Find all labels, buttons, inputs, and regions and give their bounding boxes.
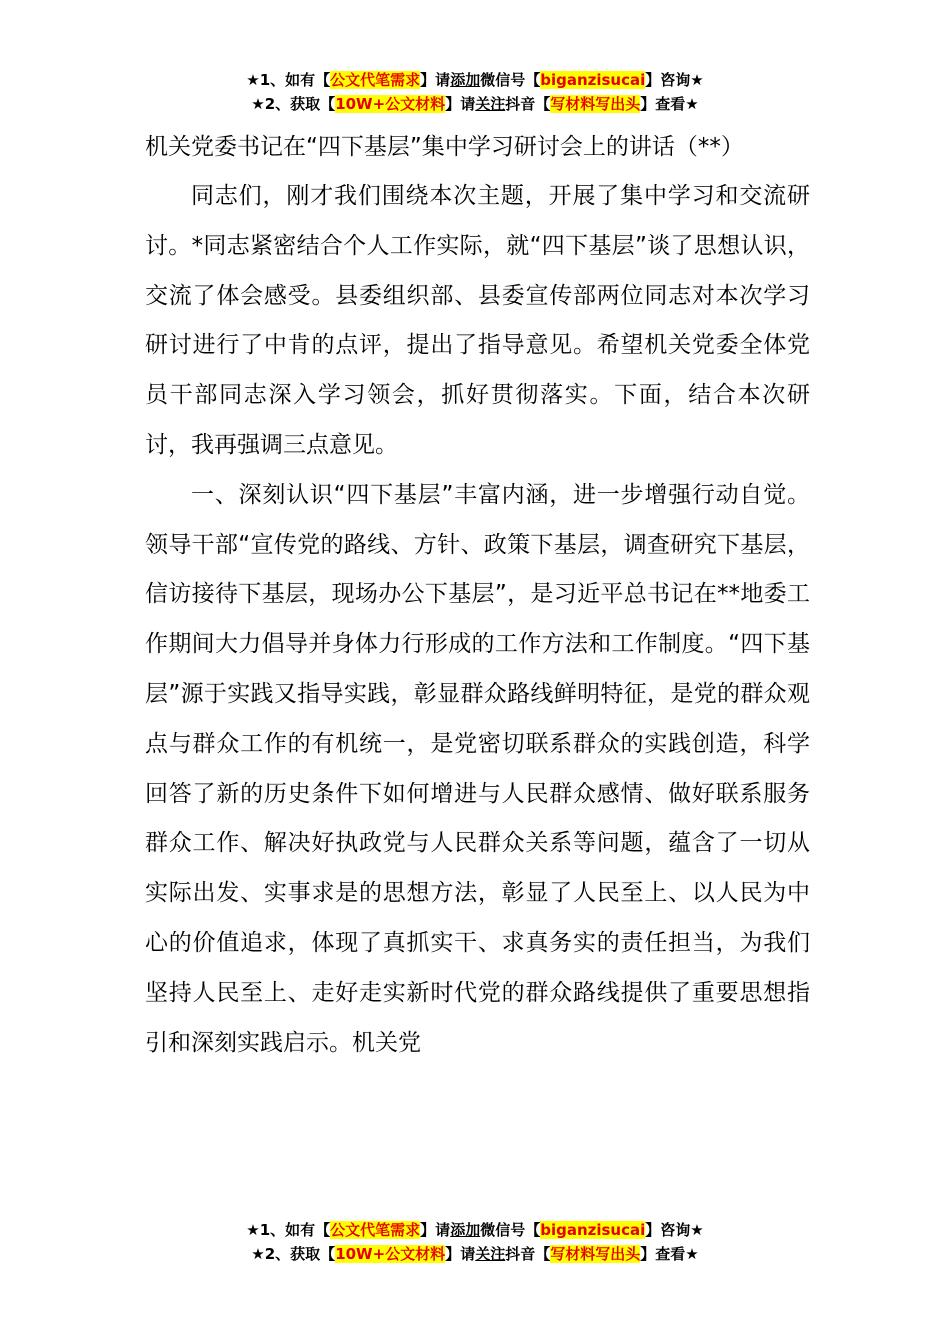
document-title: 机关党委书记在“四下基层”集中学习研讨会上的讲话（**） [145,134,744,160]
star-icon: ★ [246,1221,260,1239]
paragraph: 同志们，刚才我们围绕本次主题，开展了集中学习和交流研讨。*同志紧密结合个人工作实际，就“四下基层”谈了思想认识，交流了体会感受。县委组织部、县委宣传部两位同志对本次学习研讨进行了中肯的点评，提出了指导意见。希望机关党委全体党员干部同志深入学习领会，抓好贯彻落实。下面，结合本次研讨，我再强调三点意见。 [145,183,810,458]
footer-ad-line-1: ★1、如有【公文代笔需求】请添加微信号【biganzisucai】咨询★ [246,1221,704,1239]
douyin-account: 写材料写出头 [550,95,641,113]
douyin-account: 写材料写出头 [550,1245,641,1263]
star-icon: ★ [246,71,260,89]
header-ad-line-2: ★2、获取【10W+公文材料】请关注抖音【写材料写出头】查看★ [251,95,699,113]
star-icon: ★ [251,95,265,113]
footer-ad-line-2: ★2、获取【10W+公文材料】请关注抖音【写材料写出头】查看★ [251,1245,699,1263]
header-ad-banner [0,68,950,116]
highlight-text: 10W+公文材料 [335,95,446,113]
document-body [145,122,810,1068]
highlight-text: 10W+公文材料 [335,1245,446,1263]
paragraph: 一、深刻认识“四下基层”丰富内涵，进一步增强行动自觉。领导干部“宣传党的路线、方针、政策下基层，调查研究下基层，信访接待下基层，现场办公下基层”，是习近平总书记在**地委工作期间大力倡导并身体力行形成的工作方法和工作制度。“四下基层”源于实践又指导实践，彰显群众路线鲜明特征，是党的群众观点与群众工作的有机统一，是党密切联系群众的实践创造，科学回答了新的历史条件下如何增进与人民群众感情、做好联系服务群众工作、解决好执政党与人民群众关系等问题，蕴含了一切从实际出发、实事求是的思想方法，彰显了人民至上、以人民为中心的价值追求，体现了真抓实干、求真务实的责任担当，为我们坚持人民至上、走好走实新时代党的群众路线提供了重要思想指引和深刻实践启示。机关党 [145,481,810,1056]
wechat-id: biganzisucai [540,1221,646,1239]
footer-ad-banner [0,1218,950,1266]
header-ad-line-1: ★1、如有【公文代笔需求】请添加微信号【biganzisucai】咨询★ [246,71,704,89]
star-icon: ★ [251,1245,265,1263]
highlight-text: 公文代笔需求 [330,1221,421,1239]
highlight-text: 公文代笔需求 [330,71,421,89]
wechat-id: biganzisucai [540,71,646,89]
